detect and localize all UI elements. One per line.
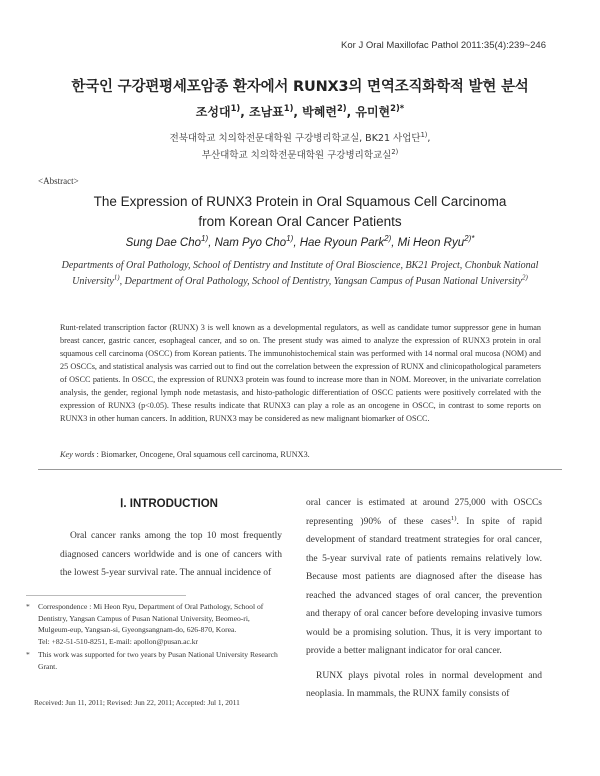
korean-author-name: 박혜련 [302,105,337,119]
korean-affiliation-1: 전북대학교 치의학전문대학원 구강병리학교실, BK21 사업단$^{1)}$, [169,130,431,144]
english-affiliation-part1: Departments of Oral Pathology, School of Dentistry and Institute of Oral Bioscience, BK21 Project, Chonbuk National University [61,260,539,287]
english-author-name: Nam Pyo Cho [214,237,287,249]
intro-text: . In spite of rapid development of standard treatment strategies for oral cancer, the 5-year survival rate of patients remains relatively low. Because most patients are diagnosed after the disease has reached the advanced stages of oral cancer, the prevention and therapy of oral cancer before developing invasive tumors would be a promising solution. Thus, it is very important to provide a better malignant indicator for oral cancer. [306,516,542,656]
introduction-heading: Ⅰ. INTRODUCTION [120,498,218,510]
introduction-right-column [306,494,542,704]
english-author-name: Mi Heon Ryu [397,237,465,249]
support-text: This work was supported for two years by Pusan National University Research Grant. [38,650,278,671]
abstract-text: Runt-related transcription factor (RUNX) 3 is well known as a developmental regulators, as well as candidate tumor suppressor gene in human breast cancer, gastric cancer, esophageal cancer, and so on. The present study was aimed to analyze the expression of RUNX3 protein in oral squamous cell carcinoma (OSCC) from Korean patients. The immunohistochemical stain was performed with 14 normal oral mucosa (NOM) and 25 OSCCs, and statistical analysis was carried out to find out the correlation between the expression of RUNX and clinicopathological parameters of OSCC patients. In OSCC, the expression of RUNX3 protein was found to increase more than in NOM. Moreover, in the univariate correlation analysis, the gender, regional lymph node metastasis, and histo-pathologic differentiation of OSCC patients were positively correlated with the expression of RUNX3 (p<0.05). These results indicate that RUNX3 can play a role as an oncogene in OSCC, in contrast to some reports on RUNX3 in other human cancers. In addition, RUNX3 may be considered as new malignant biomarker of OSCC. [60,323,541,423]
korean-author-sup: 2)* [390,103,405,113]
footnote-mark: * [26,602,30,611]
keywords [60,450,541,459]
abstract-label: <Abstract> [38,176,79,186]
correspondence-text: Correspondence : Mi Heon Ryu, Department of Oral Pathology, School of Dentistry, Yangsan Campus of Pusan National University, Beomeo-ri, Mulgeum-eup, Yangsan-si, Gyeongsangnam-do, 626-870, Korea. [38,602,264,634]
english-title [0,192,600,232]
english-authors: Sung Dae Cho$^{1)}$, Nam Pyo Cho$^{1)}$, Hae Ryoun Park$^{2)}$, Mi Heon Ryu$^{2)*}$ [125,234,475,249]
english-author-name: Hae Ryoun Park [299,237,385,249]
section-divider [38,469,562,470]
intro-text: oral cancer is estimated at around 275,000 with OSCCs representing )90% of these cases [306,498,542,527]
korean-affiliation-2 [0,147,600,161]
contact-text: Tel: +82-51-510-8251, E-mail: apollon@pusan.ac.kr [38,636,199,646]
introduction-paragraph: RUNX plays pivotal roles in normal development and neoplasia. In mammals, the RUNX family consists of [306,670,542,699]
korean-affiliation-2-sup: 2) [391,147,399,156]
footnote-mark: * [26,650,30,659]
footnote-support [26,649,282,672]
english-title-line: The Expression of RUNX3 Protein in Oral Squamous Cell Carcinoma [93,194,507,209]
english-title-line: from Korean Oral Cancer Patients [198,214,402,229]
keywords-label: Key words [60,450,95,459]
english-author-sup: 2)* [464,234,475,244]
english-author-name: Sung Dae Cho [125,237,202,249]
korean-affiliation-1-sup: 1) [420,130,428,139]
korean-author-name: 조성대 [195,105,231,119]
english-affiliation [60,258,540,290]
korean-affiliation-2-text: 부산대학교 치의학전문대학원 구강병리학교실 [201,150,392,161]
keywords-text: : Biomarker, Oncogene, Oral squamous cell carcinoma, RUNX3. [96,450,310,459]
introduction-paragraph [306,494,542,661]
english-author-sup: 1) [201,234,209,244]
citation-sup: 1) [450,514,457,522]
english-affiliation-part2: , Department of Oral Pathology, School of Dentistry, Yangsan Campus of Pusan National University [119,276,523,287]
korean-affiliation-1-text: 전북대학교 치의학전문대학원 구강병리학교실, BK21 사업단 [169,133,421,144]
english-author-sup: 2) [384,234,392,244]
introduction-paragraph: Oral cancer ranks among the top 10 most frequently diagnosed cancers worldwide and is one of cancers with the lowest 5-year survival rate. The annual incidence of [60,531,282,578]
korean-author-sup: 1) [230,103,241,113]
english-author-sup: 1) [286,234,294,244]
korean-authors: 조성대$^{1)}$, 조남표$^{1)}$, 박혜련$^{2)}$, 유미현$^{2)*}$ [195,103,405,119]
english-affiliation-sup1: 1) [113,273,120,282]
korean-author-name: 유미현 [355,105,391,119]
journal-citation: Kor J Oral Maxillofac Pathol 2011:35(4):239~246 [341,40,546,51]
introduction-left-column [60,527,282,583]
english-affiliation-sup2: 2) [522,273,528,282]
footnote-correspondence [26,601,282,647]
korean-author-name: 조남표 [248,105,284,119]
received-dates: Received: Jun 11, 2011; Revised: Jun 22, 2011; Accepted: Jul 1, 2011 [34,698,240,707]
footnotes [26,601,282,672]
korean-author-sup: 2) [336,103,347,113]
korean-title: 한국인 구강편평세포암종 환자에서 RUNX3의 면역조직화학적 발현 분석 [71,79,529,95]
footnote-divider [26,595,186,596]
korean-author-sup: 1) [283,103,294,113]
